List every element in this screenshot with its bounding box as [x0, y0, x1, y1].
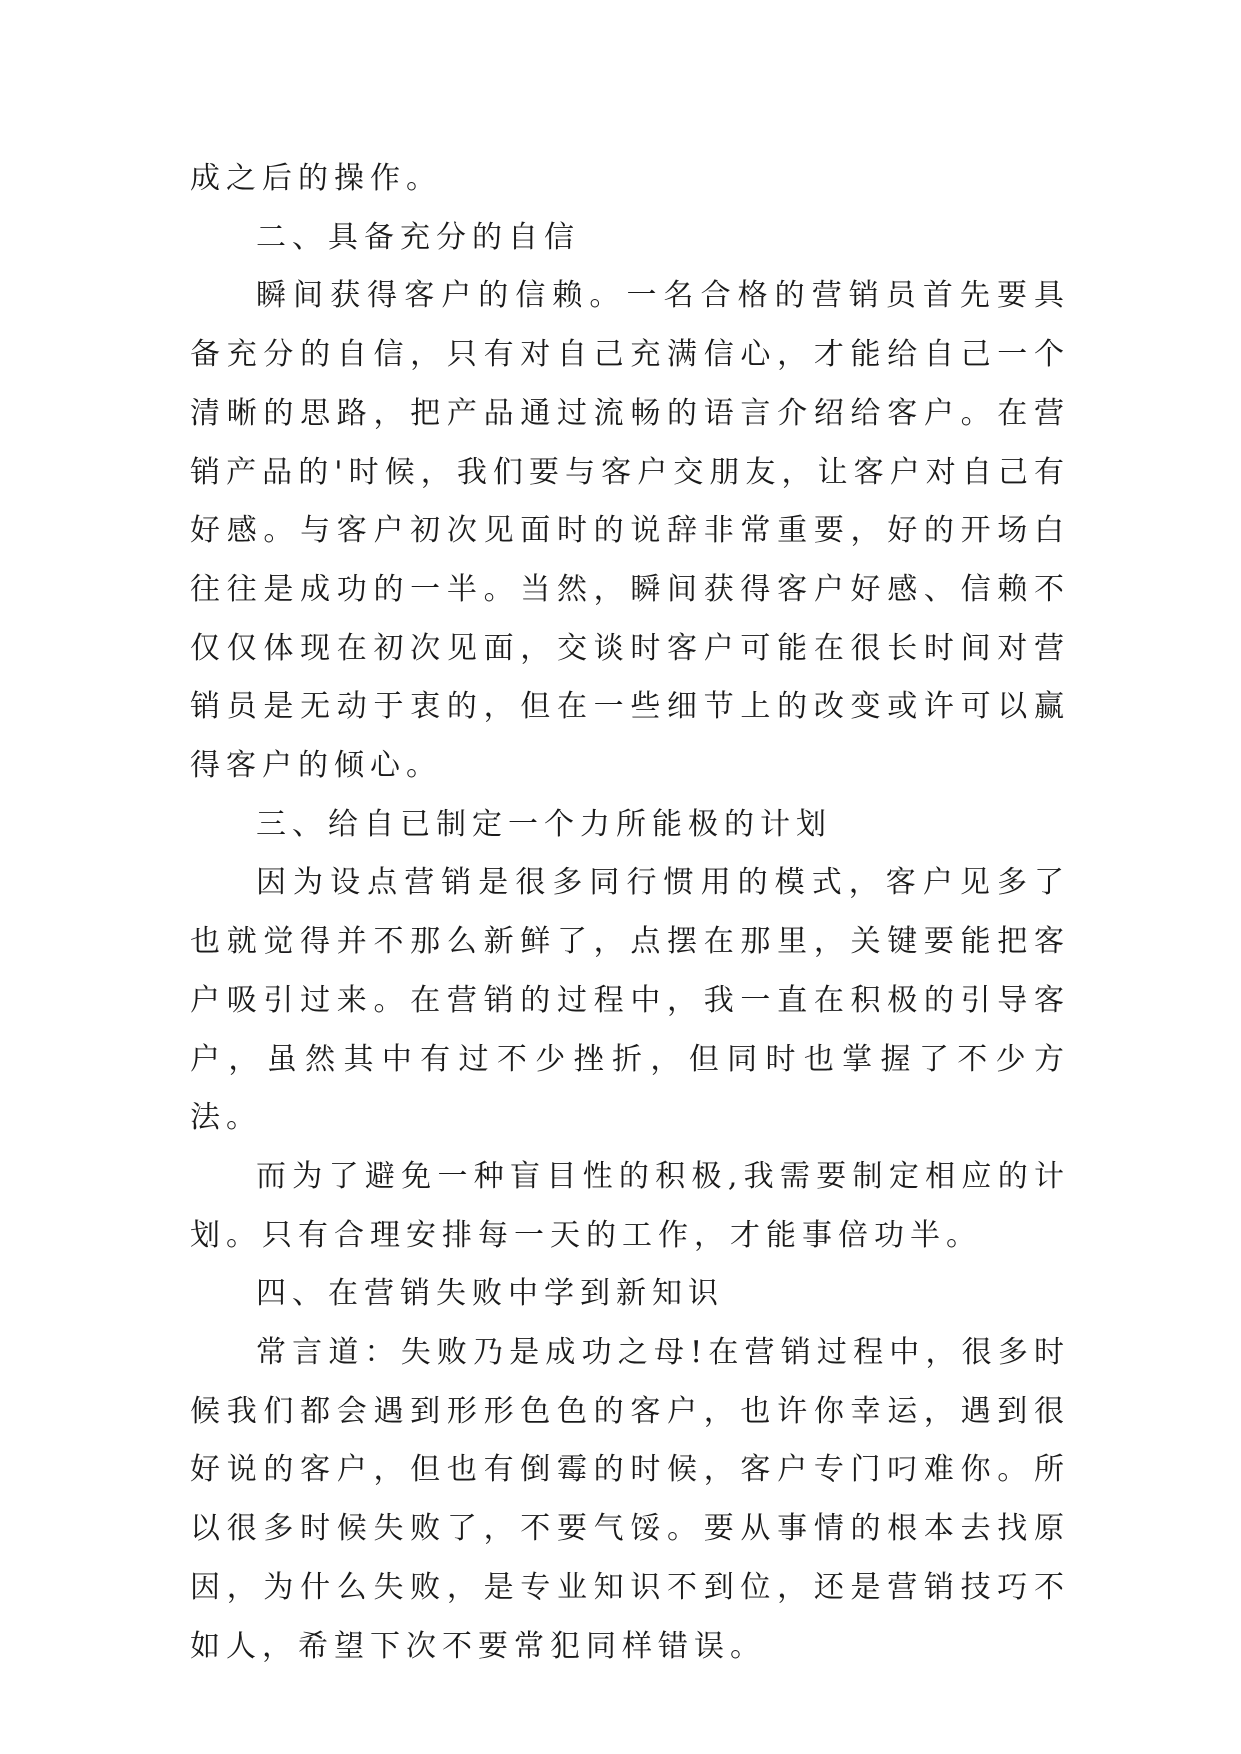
paragraph-plan-schedule: 而为了避免一种盲目性的积极,我需要制定相应的计划。只有合理安排每一天的工作，才能事倍功半。 [190, 1158, 1070, 1253]
paragraph-continuation: 成之后的操作。 [190, 161, 442, 196]
paragraph-confidence: 瞬间获得客户的信赖。一名合格的营销员首先要具备充分的自信，只有对自己充满信心，才能给自己一个清晰的思路，把产品通过流畅的语言介绍给客户。在营销产品的'时候，我们要与客户交朋友，让客户对自己有好感。与客户初次见面时的说辞非常重要，好的开场白往往是成功的一半。当然，瞬间获得客户好感、信赖不仅仅体现在初次见面，交谈时客户可能在很长时间对营销员是无动于衷的，但在一些细节上的改变或许可以赢得客户的倾心。 [190, 278, 1070, 784]
section-heading-confidence: 二、具备充分的自信 [256, 219, 580, 255]
section-heading-plan: 三、给自已制定一个力所能极的计划 [256, 806, 832, 842]
paragraph-failure: 常言道：失败乃是成功之母!在营销过程中，很多时候我们都会遇到形形色色的客户，也许你幸运，遇到很好说的客户，但也有倒霉的时候，客户专门叼难你。所以很多时候失败了，不要气馁。要从事情的根本去找原因，为什么失败，是专业知识不到位，还是营销技巧不如人，希望下次不要常犯同样错误。 [190, 1335, 1070, 1664]
section-heading-failure: 四、在营销失败中学到新知识 [256, 1276, 724, 1312]
document-body [190, 150, 1070, 1676]
paragraph-plan: 因为设点营销是很多同行惯用的模式，客户见多了也就觉得并不那么新鲜了，点摆在那里，关键要能把客户吸引过来。在营销的过程中，我一直在积极的引导客户，虽然其中有过不少挫折，但同时也掌握了不少方法。 [190, 865, 1070, 1136]
